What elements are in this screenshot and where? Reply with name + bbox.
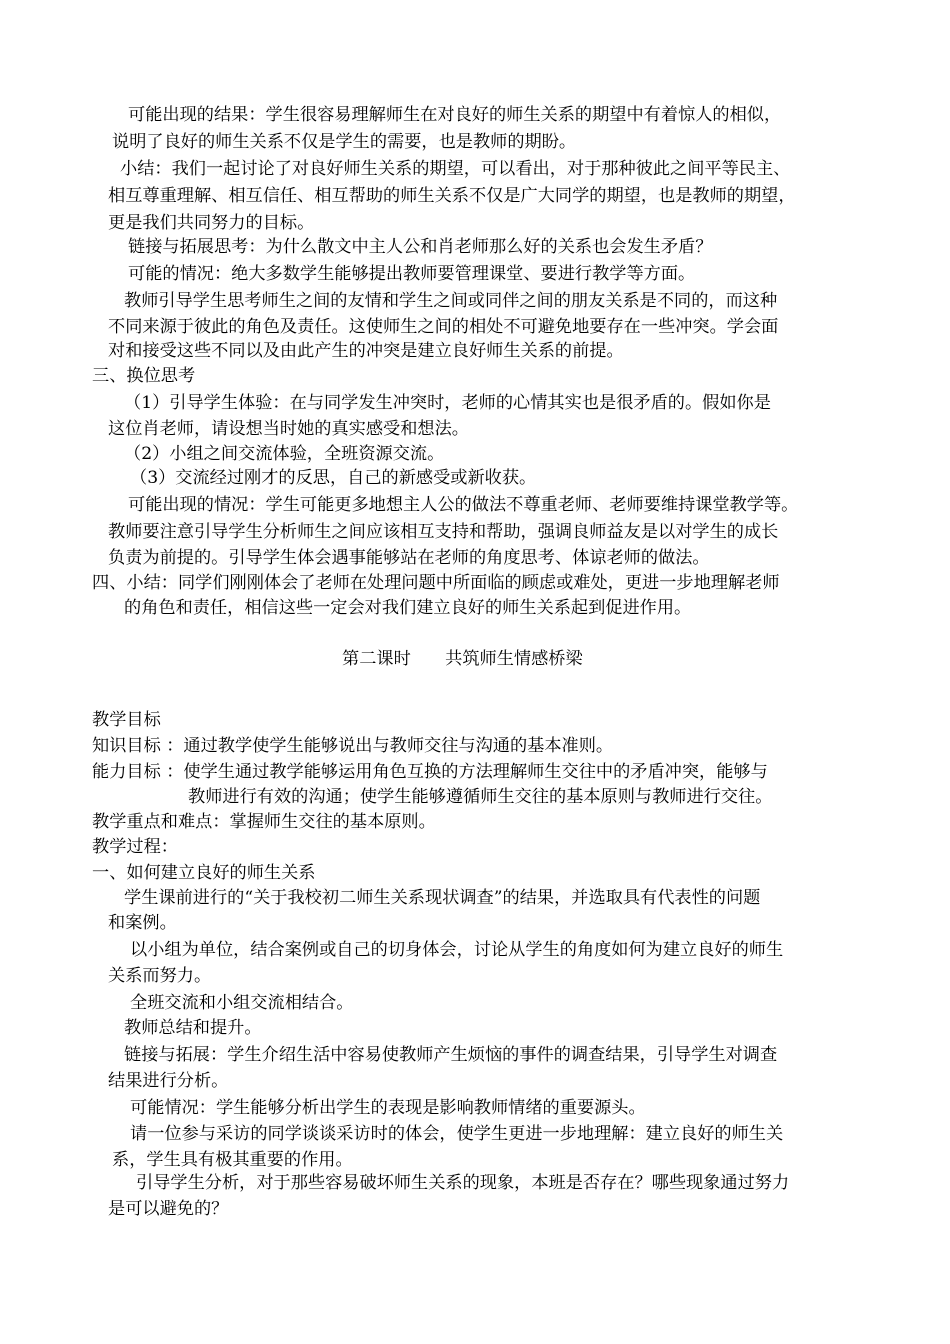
text-line: （3）交流经过刚才的反思，自己的新感受或新收获。 (130, 468, 537, 488)
text-line: 以小组为单位，结合案例或自己的切身体会，讨论从学生的角度如何为建立良好的师生 (130, 940, 784, 960)
text-line: 这位肖老师，请设想当时她的真实感受和想法。 (108, 419, 469, 439)
text-line: 是可以避免的？ (108, 1199, 229, 1219)
text-line: 可能出现的结果：学生很容易理解师生在对良好的师生关系的期望中有着惊人的相似， (128, 105, 782, 125)
text-line: 的角色和责任，相信这些一定会对我们建立良好的师生关系起到促进作用。 (124, 598, 692, 618)
section-heading: 三、换位思考 (92, 366, 196, 386)
text-line: 教师引导学生思考师生之间的友情和学生之间或同伴之间的朋友关系是不同的，而这种 (124, 291, 778, 311)
section-heading: 一、如何建立良好的师生关系 (92, 863, 316, 883)
text-line: 和案例。 (108, 913, 177, 933)
text-line: 小结：我们一起讨论了对良好师生关系的期望，可以看出，对于那种彼此之间平等民主、 (120, 159, 791, 179)
text-line: （1）引导学生体验：在与同学发生冲突时，老师的心情其实也是很矛盾的。假如你是 (124, 393, 771, 413)
text-line: 教师进行有效的沟通；使学生能够遵循师生交往的基本原则与教师进行交往。 (188, 787, 773, 807)
text-line: 关系而努力。 (108, 966, 212, 986)
lesson-title: 第二课时 共筑师生情感桥梁 (342, 649, 583, 669)
text-line: 引导学生分析，对于那些容易破坏师生关系的现象，本班是否存在？哪些现象通过努力 (136, 1173, 790, 1193)
text-line: 可能情况：学生能够分析出学生的表现是影响教师情绪的重要源头。 (130, 1098, 646, 1118)
text-line: 链接与拓展：学生介绍生活中容易使教师产生烦恼的事件的调查结果，引导学生对调查 (124, 1045, 778, 1065)
text-line: 对和接受这些不同以及由此产生的冲突是建立良好师生关系的前提。 (108, 341, 624, 361)
text-line: 系，学生具有极其重要的作用。 (112, 1150, 353, 1170)
section-heading: 教学过程： (92, 837, 178, 857)
text-line: 教师总结和提升。 (124, 1018, 262, 1038)
text-line: 负责为前提的。引导学生体会遇事能够站在老师的角度思考、体谅老师的做法。 (108, 548, 710, 568)
text-line: 教学重点和难点：掌握师生交往的基本原则。 (92, 812, 436, 832)
text-line: 链接与拓展思考：为什么散文中主人公和肖老师那么好的关系也会发生矛盾？ (128, 237, 713, 257)
text-line: 学生课前进行的“关于我校初二师生关系现状调查”的结果，并选取具有代表性的问题 (124, 888, 761, 908)
text-line: 教师要注意引导学生分析师生之间应该相互支持和帮助，强调良师益友是以对学生的成长 (108, 522, 779, 542)
text-line: （2）小组之间交流体验，全班资源交流。 (124, 444, 445, 464)
text-line: 知识目标 ：通过教学使学生能够说出与教师交往与沟通的基本准则。 (92, 736, 614, 756)
text-line: 可能出现的情况：学生可能更多地想主人公的做法不尊重老师、老师要维持课堂教学等。 (128, 495, 799, 515)
text-line: 全班交流和小组交流相结合。 (130, 993, 354, 1013)
text-line: 相互尊重理解、相互信任、相互帮助的师生关系不仅是广大同学的期望，也是教师的期望， (108, 186, 796, 206)
text-line: 更是我们共同努力的目标。 (108, 213, 315, 233)
text-line: 结果进行分析。 (108, 1071, 229, 1091)
section-heading: 教学目标 (92, 710, 161, 730)
text-line: 说明了良好的师生关系不仅是学生的需要，也是教师的期盼。 (112, 132, 577, 152)
text-line: 不同来源于彼此的角色及责任。这使师生之间的相处不可避免地要存在一些冲突。学会面 (108, 317, 779, 337)
text-line: 能力目标 ：使学生通过教学能够运用角色互换的方法理解师生交往中的矛盾冲突，能够与 (92, 762, 768, 782)
text-line: 请一位参与采访的同学谈谈采访时的体会，使学生更进一步地理解：建立良好的师生关 (130, 1124, 784, 1144)
section-heading: 四、小结：同学们刚刚体会了老师在处理问题中所面临的顾虑或难处，更进一步地理解老师 (92, 573, 780, 593)
text-line: 可能的情况：绝大多数学生能够提出教师要管理课堂、要进行教学等方面。 (128, 264, 696, 284)
